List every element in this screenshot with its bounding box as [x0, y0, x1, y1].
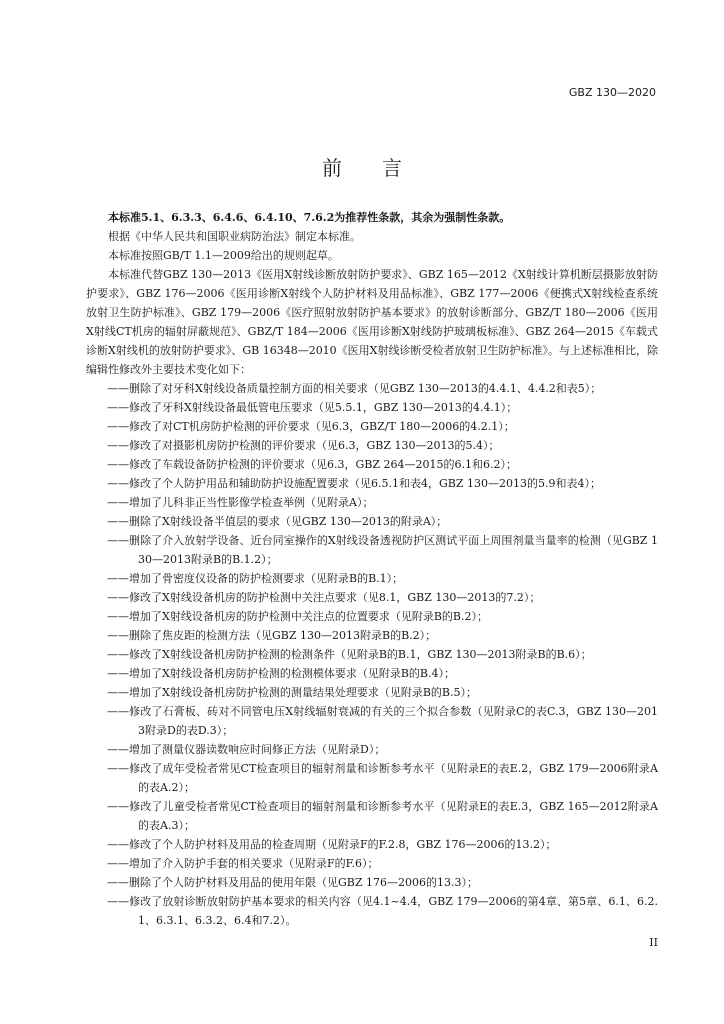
list-item: ——增加了X射线设备机房的防护检测中关注点的位置要求（见附录B的B.2）； [107, 610, 488, 623]
paragraph-replaced-standards: 本标准代替GBZ 130—2013《医用X射线诊断放射防护要求》、GBZ 165—2012《X射线计算机断层摄影放射防护要求》、GBZ 176—2006《医用诊断X射线个人防护材料及用品标准》、GBZ 177—2006《便携式X射线检查系统放射卫生防护标准》、GBZ 179—2006《医疗照射放射防护基本要求》的放射诊断部分、GBZ/T 180—2006《医用X射线CT机房的辐射屏蔽规范》、GBZ/T 184—2006《医用诊断X射线防护玻璃板标准》、GBZ 264—2015《车载式诊断X射线机的放射防护要求》、GB 16348—2010《医用X射线诊断受检者放射卫生防护标准》。与上述标准相比，除编辑性修改外主要技术变化如下： [86, 268, 659, 376]
list-item: ——修改了车载设备防护检测的评价要求（见6.3，GBZ 264—2015的6.1和6.2）； [107, 458, 517, 471]
list-item: ——删除了对牙科X射线设备质量控制方面的相关要求（见GBZ 130—2013的4.4.1、4.4.2和表5）； [107, 382, 602, 395]
paragraph-recommended-clauses: 本标准5.1、6.3.3、6.4.6、6.4.10、7.6.2为推荐性条款，其余为强制性条款。 [108, 211, 511, 224]
list-item: ——修改了成年受检者常见CT检查项目的辐射剂量和诊断参考水平（见附录E的表E.2，GBZ 179—2006附录A的表A.2）； [107, 762, 658, 794]
list-item: ——删除了个人防护材料及用品的使用年限（见GBZ 176—2006的13.3）； [107, 876, 478, 889]
list-item: ——修改了石膏板、砖对不同管电压X射线辐射衰减的有关的三个拟合参数（见附录C的表C.3，GBZ 130—2013附录D的表D.3）； [107, 705, 658, 737]
list-item: ——修改了对摄影机房防护检测的评价要求（见6.3，GBZ 130—2013的5.4）； [107, 439, 500, 452]
changes-list [86, 379, 658, 930]
page-title: 前言 [322, 156, 442, 180]
list-item: ——修改了牙科X射线设备最低管电压要求（见5.5.1，GBZ 130—2013的4.4.1）； [107, 401, 518, 414]
list-item: ——删除了焦皮距的检测方法（见GBZ 130—2013附录B的B.2）； [107, 629, 437, 642]
list-item: ——修改了放射诊断放射防护基本要求的相关内容（见4.1~4.4，GBZ 179—2006的第4章、第5章、6.1、6.2.1、6.3.1、6.3.2、6.4和7.2）。 [107, 895, 658, 927]
list-item: ——增加了介入防护手套的相关要求（见附录F的F.6）； [107, 857, 379, 870]
list-item: ——修改了对CT机房防护检测的评价要求（见6.3，GBZ/T 180—2006的4.2.1）； [107, 420, 515, 433]
list-item: ——增加了测量仪器读数响应时间修正方法（见附录D）； [107, 743, 386, 756]
list-item: ——增加了X射线设备机房防护检测的测量结果处理要求（见附录B的B.5）； [107, 686, 477, 699]
paragraph-legal-basis: 根据《中华人民共和国职业病防治法》制定本标准。 [108, 230, 361, 243]
list-item: ——修改了个人防护用品和辅助防护设施配置要求（见6.5.1和表4，GBZ 130—2013的5.9和表4）； [107, 477, 601, 490]
list-item: ——增加了儿科非正当性影像学检查举例（见附录A）； [107, 496, 374, 509]
list-item: ——删除了介入放射学设备、近台同室操作的X射线设备透视防护区测试平面上周围剂量当量率的检测（见GBZ 130—2013附录B的B.1.2）； [107, 534, 658, 566]
paragraph-drafting-rules: 本标准按照GB/T 1.1—2009给出的规则起草。 [108, 249, 339, 262]
list-item: ——增加了骨密度仪设备的防护检测要求（见附录B的B.1）； [107, 572, 404, 585]
foreword-body [86, 208, 658, 930]
list-item: ——修改了儿童受检者常见CT检查项目的辐射剂量和诊断参考水平（见附录E的表E.3，GBZ 165—2012附录A的表A.3）； [107, 800, 658, 832]
list-item: ——修改了X射线设备机房防护检测的检测条件（见附录B的B.1，GBZ 130—2013附录B的B.6）； [107, 648, 592, 661]
list-item: ——增加了X射线设备机房防护检测的检测模体要求（见附录B的B.4）； [107, 667, 455, 680]
list-item: ——删除了X射线设备半值层的要求（见GBZ 130—2013的附录A）； [107, 515, 448, 528]
list-item: ——修改了个人防护材料及用品的检查周期（见附录F的F.2.8，GBZ 176—2006的13.2）； [107, 838, 557, 851]
page-number: II [649, 936, 658, 949]
standard-code: GBZ 130—2020 [568, 86, 656, 99]
list-item: ——修改了X射线设备机房的防护检测中关注点要求（见8.1，GBZ 130—2013的7.2）； [107, 591, 541, 604]
